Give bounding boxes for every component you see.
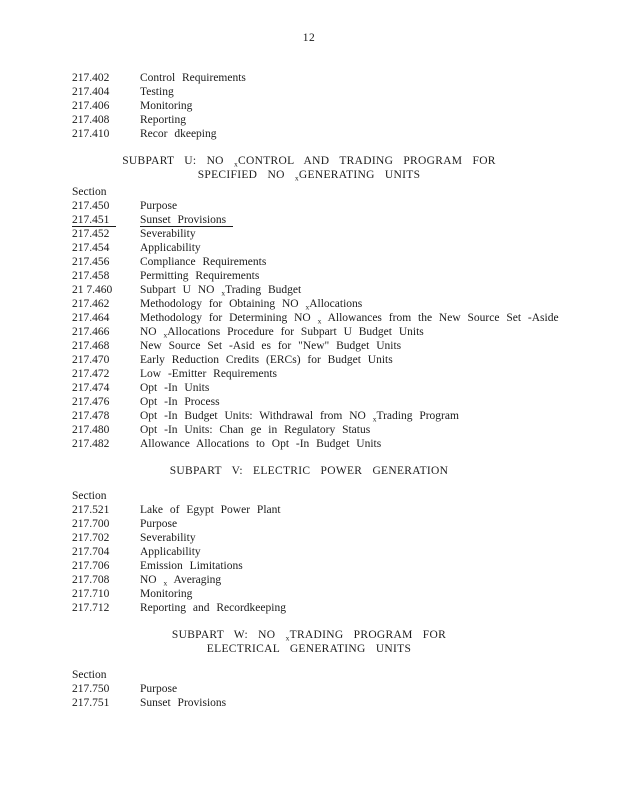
toc-row	[0, 587, 618, 601]
subpart-u-heading-line-1: SUBPART U: NO $_x$CONTROL AND TRADING PROGRAM FOR	[122, 155, 496, 169]
section-number-text: 217.712	[72, 602, 110, 614]
section-title-text: Permitting Requirements	[140, 270, 260, 282]
subscript-x: x	[221, 288, 226, 298]
section-number-text: 217.468	[72, 340, 110, 352]
section-number	[72, 437, 140, 451]
toc-row	[0, 601, 618, 615]
section-number	[72, 682, 140, 696]
toc-row	[0, 517, 618, 531]
section-number	[72, 241, 140, 255]
section-title	[140, 437, 618, 451]
section-number-text: 217.474	[72, 382, 110, 394]
section-title	[140, 241, 618, 255]
section-title-text: Sunset Provisions	[140, 214, 233, 227]
section-number	[72, 213, 140, 227]
toc-row	[0, 297, 618, 311]
toc-row	[0, 199, 618, 213]
section-number	[72, 297, 140, 311]
toc-row	[0, 85, 618, 99]
toc-rows	[0, 71, 618, 141]
section-number-text: 21 7.460	[72, 284, 113, 296]
section-number-text: 217.710	[72, 588, 110, 600]
toc-row	[0, 255, 618, 269]
section-number-text: 217.404	[72, 86, 110, 98]
section-number	[72, 503, 140, 517]
section-title	[140, 696, 618, 710]
toc-row	[0, 381, 618, 395]
section-number-text: 217.402	[72, 72, 110, 84]
section-title-text: Subpart U NO $_x$Trading Budget	[140, 284, 302, 298]
section-title-text: NO $_x$Allocations Procedure for Subpart U Budget Units	[140, 326, 424, 340]
section-title-text: Emission Limitations	[140, 560, 243, 572]
toc-row	[0, 339, 618, 353]
section-title-text: Severability	[140, 532, 196, 544]
section-number-text: 217.482	[72, 438, 110, 450]
toc-row	[0, 696, 618, 710]
toc-row	[0, 269, 618, 283]
section-number-text: 217.708	[72, 574, 110, 586]
section-title	[140, 99, 618, 113]
section-title-text: Purpose	[140, 518, 178, 530]
section-number	[72, 99, 140, 113]
subpart-w-heading-line-2: ELECTRICAL GENERATING UNITS	[206, 643, 412, 655]
section-number-text: 217.458	[72, 270, 110, 282]
section-number-text: 217.750	[72, 683, 110, 695]
section-title	[140, 367, 618, 381]
section-title	[140, 227, 618, 241]
toc-row	[0, 113, 618, 127]
section-title-text: Opt -In Budget Units: Withdrawal from NO $_x$Trading Program	[140, 410, 459, 424]
section-number	[72, 696, 140, 710]
section-number	[72, 227, 140, 241]
toc-row	[0, 395, 618, 409]
toc-row	[0, 559, 618, 573]
section-number-text: 217.476	[72, 396, 110, 408]
section-number-text: 217.521	[72, 504, 110, 516]
section-title	[140, 587, 618, 601]
section-number	[72, 367, 140, 381]
section-title-text: Opt -In Process	[140, 396, 220, 408]
subpart-w-heading-line-1: SUBPART W: NO $_x$TRADING PROGRAM FOR	[171, 629, 447, 643]
section-title	[140, 339, 618, 353]
section-number-text: 217.472	[72, 368, 110, 380]
section-number	[72, 559, 140, 573]
section-title	[140, 395, 618, 409]
section-number	[72, 409, 140, 423]
subscript-x: x	[317, 316, 322, 326]
section-number	[72, 339, 140, 353]
section-title-text: Monitoring	[140, 100, 193, 112]
section-title	[140, 311, 618, 325]
section-number-text: 217.462	[72, 298, 110, 310]
subscript-x: x	[305, 302, 310, 312]
section-title-text: Purpose	[140, 683, 178, 695]
section-number	[72, 199, 140, 213]
toc-row	[0, 423, 618, 437]
section-title-text: Compliance Requirements	[140, 256, 267, 268]
section-title-text: Reporting and Recordkeeping	[140, 602, 286, 614]
toc-rows	[0, 503, 618, 615]
toc-rows	[0, 682, 618, 710]
subpart-w-block	[0, 628, 618, 710]
section-number	[72, 85, 140, 99]
section-title	[140, 409, 618, 423]
section-title-text: Reporting	[140, 114, 186, 126]
section-number-text: 217.470	[72, 354, 110, 366]
section-title-text: Applicability	[140, 546, 201, 558]
section-title	[140, 325, 618, 339]
section-title-text: Testing	[140, 86, 174, 98]
section-number	[72, 71, 140, 85]
page-number: 12	[302, 32, 316, 44]
section-label: Section	[72, 186, 107, 198]
subpart-v-heading	[0, 464, 618, 478]
toc-row	[0, 213, 618, 227]
toc-row	[0, 127, 618, 141]
toc-row	[0, 241, 618, 255]
section-number-text: 217.410	[72, 128, 110, 140]
section-number	[72, 601, 140, 615]
section-title	[140, 297, 618, 311]
toc-rows	[0, 199, 618, 451]
section-title	[140, 601, 618, 615]
section-number	[72, 283, 140, 297]
section-title-text: Low -Emitter Requirements	[140, 368, 278, 380]
toc-row	[0, 437, 618, 451]
section-number-text: 217.466	[72, 326, 110, 338]
section-title	[140, 503, 618, 517]
section-number	[72, 269, 140, 283]
section-title	[140, 113, 618, 127]
section-title-text: Methodology for Obtaining NO $_x$Allocations	[140, 298, 363, 312]
section-title	[140, 85, 618, 99]
section-title-text: Opt -In Units	[140, 382, 210, 394]
section-title	[140, 381, 618, 395]
toc-row	[0, 71, 618, 85]
section-title	[140, 199, 618, 213]
section-title-text: Lake of Egypt Power Plant	[140, 504, 281, 516]
subscript-x: x	[285, 633, 290, 643]
section-number-text: 217.706	[72, 560, 110, 572]
section-number	[72, 311, 140, 325]
section-title	[140, 573, 618, 587]
section-title-text: Opt -In Units: Chan ge in Regulatory Status	[140, 424, 371, 436]
section-title	[140, 559, 618, 573]
section-title	[140, 255, 618, 269]
section-title	[140, 71, 618, 85]
section-number	[72, 395, 140, 409]
section-label: Section	[72, 490, 107, 502]
section-number-text: 217.451	[72, 214, 116, 227]
section-title-text: Allowance Allocations to Opt -In Budget Units	[140, 438, 382, 450]
section-title	[140, 283, 618, 297]
section-label: Section	[72, 669, 107, 681]
section-number	[72, 423, 140, 437]
section-title-text: Early Reduction Credits (ERCs) for Budget Units	[140, 354, 393, 366]
toc-row	[0, 682, 618, 696]
section-title	[140, 517, 618, 531]
section-title	[140, 213, 618, 227]
section-number	[72, 255, 140, 269]
section-number-text: 217.478	[72, 410, 110, 422]
section-title	[140, 269, 618, 283]
section-title-text: Severability	[140, 228, 196, 240]
section-title-text: Sunset Provisions	[140, 697, 227, 709]
toc-row	[0, 283, 618, 297]
toc-row	[0, 409, 618, 423]
section-number-text: 217.700	[72, 518, 110, 530]
toc-row	[0, 227, 618, 241]
section-number	[72, 113, 140, 127]
toc-block-intro	[0, 71, 618, 141]
section-number-text: 217.454	[72, 242, 110, 254]
section-number	[72, 573, 140, 587]
section-number	[72, 381, 140, 395]
section-title	[140, 127, 618, 141]
section-title	[140, 545, 618, 559]
section-number	[72, 587, 140, 601]
toc-row	[0, 531, 618, 545]
subscript-x: x	[233, 159, 239, 169]
section-number	[72, 353, 140, 367]
subpart-v-block	[0, 464, 618, 615]
section-number	[72, 127, 140, 141]
section-number-text: 217.406	[72, 100, 110, 112]
section-number-text: 217.450	[72, 200, 110, 212]
section-number-text: 217.702	[72, 532, 110, 544]
section-number-text: 217.480	[72, 424, 110, 436]
section-title-text: NO $_x$ Averaging	[140, 574, 222, 588]
section-title-text: Methodology for Determining NO $_x$ Allowances from the New Source Set -Aside	[140, 312, 559, 326]
subpart-u-block	[0, 154, 618, 451]
toc-row	[0, 353, 618, 367]
toc-row	[0, 545, 618, 559]
section-number-text: 217.751	[72, 697, 110, 709]
subscript-x: x	[163, 330, 168, 340]
section-number-text: 217.408	[72, 114, 110, 126]
section-number	[72, 545, 140, 559]
section-title-text: Purpose	[140, 200, 178, 212]
section-title	[140, 423, 618, 437]
subscript-x: x	[372, 414, 377, 424]
subpart-w-heading	[0, 628, 618, 656]
section-number-text: 217.704	[72, 546, 110, 558]
toc-row	[0, 325, 618, 339]
section-number	[72, 517, 140, 531]
section-number	[72, 531, 140, 545]
section-title	[140, 682, 618, 696]
toc-row	[0, 99, 618, 113]
section-title-text: Control Requirements	[140, 72, 246, 84]
section-title	[140, 531, 618, 545]
toc-row	[0, 573, 618, 587]
section-number-text: 217.464	[72, 312, 110, 324]
subpart-u-heading	[0, 154, 618, 182]
section-title-text: Monitoring	[140, 588, 193, 600]
section-number-text: 217.452	[72, 228, 110, 240]
subpart-v-heading-line-1: SUBPART V: ELECTRIC POWER GENERATION	[169, 465, 449, 477]
section-title-text: Applicability	[140, 242, 201, 254]
toc-row	[0, 503, 618, 517]
subscript-x: x	[294, 173, 299, 183]
toc-row	[0, 367, 618, 381]
section-number-text: 217.456	[72, 256, 110, 268]
toc-row	[0, 311, 618, 325]
subscript-x: x	[163, 578, 168, 588]
section-title-text: New Source Set -Asid es for "New" Budget Units	[140, 340, 402, 352]
section-title-text: Recor dkeeping	[140, 128, 217, 140]
section-number	[72, 325, 140, 339]
section-title	[140, 353, 618, 367]
subpart-u-heading-line-2: SPECIFIED NO $_x$GENERATING UNITS	[197, 169, 421, 183]
